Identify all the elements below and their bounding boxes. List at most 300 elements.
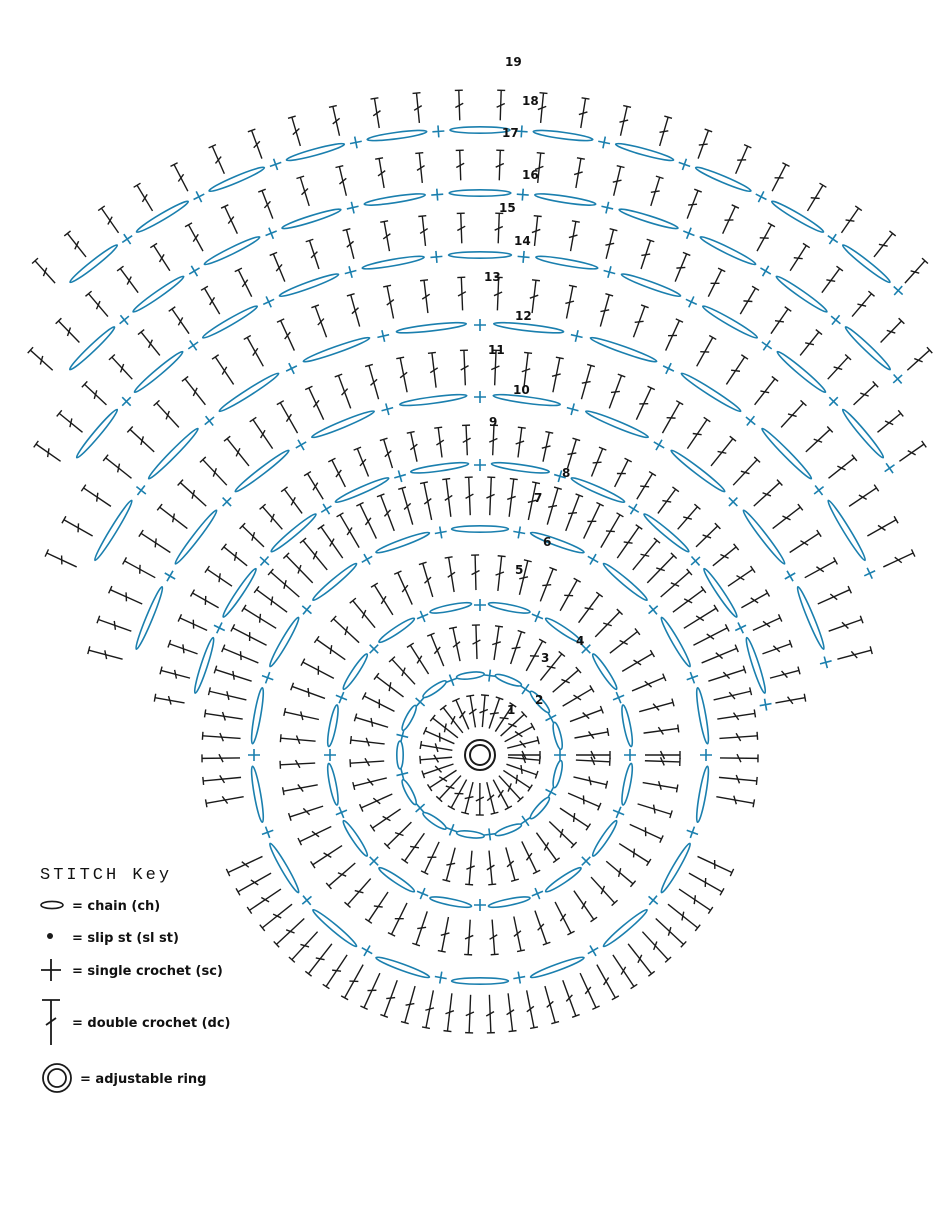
chain-stitch [699, 234, 757, 267]
chain-stitch [326, 763, 341, 806]
dc-slash [640, 486, 649, 487]
dc-top [284, 708, 286, 716]
dc-slash [641, 254, 650, 255]
dc-slash [465, 797, 474, 799]
chain-stitch [74, 407, 119, 459]
key-label-ring: = adjustable ring [80, 1072, 207, 1087]
sc-stitch [346, 200, 360, 214]
sc-stitch [685, 825, 700, 840]
dc-slash [332, 970, 341, 971]
chain-stitch [533, 128, 593, 142]
sc-stitch [162, 568, 178, 584]
dc-slash [313, 400, 319, 407]
round-label: 12 [515, 309, 532, 323]
dc-top [407, 643, 414, 647]
stitch-key-title: STITCH Key [40, 866, 173, 885]
dc-slash [860, 393, 868, 396]
dc-top [443, 1031, 451, 1032]
sc-stitch [530, 609, 546, 625]
dc-top [556, 357, 564, 359]
sc-stitch [343, 265, 358, 280]
dc-slash [566, 995, 572, 1002]
dc-slash [241, 651, 242, 660]
dc-slash [175, 670, 177, 679]
dc-top [413, 93, 421, 94]
dc-slash [516, 775, 517, 784]
dc-top [353, 782, 355, 790]
chain-stitch [201, 304, 259, 341]
dc-slash [716, 653, 723, 659]
dc-top [34, 441, 39, 448]
chain-stitch [826, 499, 868, 562]
dc-slash [703, 535, 711, 538]
dc-top [617, 166, 625, 168]
dc-top [623, 106, 631, 108]
chain-stitch [375, 530, 431, 555]
dc-top [785, 307, 792, 312]
chain-stitch [421, 679, 448, 700]
sc-stitch [119, 231, 136, 248]
dc-slash [215, 157, 221, 164]
dc-top [203, 777, 204, 785]
dc-top [855, 206, 862, 211]
chain-stitch [400, 704, 419, 732]
dc-top [449, 627, 457, 629]
dc-top [420, 482, 428, 484]
dc-slash [298, 565, 301, 573]
dc-top [498, 556, 506, 557]
chain-stitch [843, 325, 892, 372]
dc-slash [342, 389, 348, 396]
dc-slash [606, 531, 615, 532]
dc-top [491, 812, 499, 814]
dc-top [491, 954, 499, 955]
sc-stitch [645, 892, 662, 909]
dc-top [157, 504, 162, 510]
dc-slash [693, 434, 702, 435]
chain-stitch [92, 499, 134, 562]
chain-stitch [221, 567, 259, 619]
sc-stitch [757, 263, 773, 279]
sc-stitch [412, 800, 429, 817]
dc-slash [547, 666, 556, 668]
dc-top [442, 880, 450, 882]
dc-top [553, 858, 559, 863]
dc-top [537, 153, 545, 154]
chain-stitch [841, 243, 892, 285]
dc-top [81, 485, 85, 492]
dc-top [481, 695, 489, 696]
dc-slash [548, 506, 557, 508]
dc-top [343, 229, 351, 231]
chain-stitch [601, 561, 649, 602]
chain-stitch [589, 335, 657, 364]
dc-top [134, 183, 141, 187]
sc-stitch [517, 250, 530, 263]
sc-stitch [818, 655, 833, 670]
dc-slash [568, 513, 577, 514]
sc-stitch [256, 552, 273, 569]
dc-top [160, 667, 162, 675]
key-label-single: = single crochet (sc) [72, 964, 223, 979]
dc-top [401, 859, 408, 864]
sc-stitch [827, 311, 844, 328]
chain-stitch [429, 895, 472, 910]
dc-top [117, 266, 123, 271]
round-label: 14 [514, 234, 531, 248]
chain-stitch [551, 722, 564, 751]
sc-stitch [700, 749, 712, 761]
dc-top [350, 759, 351, 767]
dc-slash [406, 1004, 415, 1006]
dc-top [922, 441, 927, 448]
sc-stitch [681, 225, 697, 241]
key-label-double: = double crochet (dc) [72, 1016, 231, 1031]
round-label: 7 [534, 491, 543, 505]
dc-top [803, 243, 810, 247]
sc-stitch [298, 601, 315, 618]
dc-slash [417, 927, 426, 928]
sc-stitch [782, 568, 798, 584]
chain-stitch [410, 461, 469, 475]
sc-stitch [218, 493, 235, 510]
dc-slash [676, 267, 685, 268]
slip-stitch-icon [47, 933, 53, 939]
dc-top [606, 781, 608, 789]
dc-top [206, 799, 207, 807]
dc-slash [286, 930, 294, 933]
round-7b [226, 856, 733, 1033]
round-label: 5 [515, 563, 524, 577]
dc-top [751, 566, 756, 573]
sc-stitch [432, 125, 445, 138]
sc-stitch [415, 886, 431, 902]
dc-slash [763, 621, 770, 627]
dc-slash [149, 340, 153, 348]
dc-top [607, 728, 608, 736]
dc-top [461, 812, 469, 814]
chain-stitch [173, 508, 219, 565]
dc-slash [542, 585, 551, 586]
dc-slash [48, 448, 49, 457]
dc-slash [228, 217, 234, 224]
sc-stitch [600, 200, 614, 214]
dc-top [836, 266, 842, 271]
round-label: 10 [513, 383, 530, 397]
dc-top [304, 472, 311, 476]
chain-stitch [741, 508, 787, 565]
dc-slash [585, 608, 594, 610]
dc-top [798, 667, 800, 675]
chain-stitch [396, 321, 467, 335]
sc-stitch [185, 337, 202, 354]
chain-stitch [494, 672, 522, 688]
dc-top [208, 687, 210, 695]
dc-slash [338, 873, 346, 876]
dc-top [98, 206, 105, 211]
chain-stitch [311, 907, 359, 948]
chain-stitch [456, 830, 484, 840]
sc-stitch [625, 501, 642, 518]
round-8 [192, 459, 772, 712]
dc-top [741, 355, 748, 359]
dc-slash [395, 833, 403, 836]
dc-slash [521, 765, 522, 774]
chain-stitch [680, 371, 743, 414]
sc-stitch [742, 412, 759, 429]
chain-stitch [694, 165, 752, 194]
dc-slash [285, 332, 291, 339]
sc-stitch [862, 565, 878, 581]
chain-stitch [544, 865, 583, 894]
dc-slash [264, 201, 270, 208]
round-labels [484, 55, 584, 717]
dc-top [383, 285, 391, 287]
dc-slash [389, 682, 391, 691]
dc-slash [645, 681, 652, 687]
dc-top [532, 482, 540, 484]
dc-top [365, 919, 372, 923]
round-label: 11 [488, 343, 505, 357]
chain-stitch [488, 895, 531, 910]
sc-stitch [530, 886, 546, 902]
dc-top [577, 158, 585, 159]
dc-slash [846, 220, 855, 221]
dc-top [335, 166, 343, 168]
dc-slash [444, 724, 446, 733]
chain-stitch [364, 192, 426, 208]
sc-stitch [412, 693, 429, 710]
dc-slash [561, 679, 569, 682]
dc-slash [121, 364, 124, 372]
dc-slash [402, 668, 405, 676]
dc-slash [500, 718, 509, 719]
dc-slash [743, 301, 752, 302]
round-label: 9 [489, 415, 498, 429]
sc-stitch [483, 669, 496, 682]
dc-top [280, 734, 281, 742]
dc-slash [435, 766, 441, 772]
round-label: 18 [522, 94, 539, 108]
sc-stitch [825, 393, 842, 410]
chain-stitch [590, 652, 619, 691]
sc-stitch [474, 899, 486, 911]
sc-stitch [334, 805, 350, 821]
sc-stitch [725, 493, 742, 510]
sc-stitch [434, 971, 448, 985]
sc-stitch [758, 337, 775, 354]
dc-slash [682, 912, 684, 921]
chain-stitch [278, 271, 339, 299]
sc-stitch [434, 525, 448, 539]
sc-stitch [318, 501, 335, 518]
dc-top [314, 636, 319, 643]
sc-stitch [759, 698, 773, 712]
dc-slash [605, 243, 614, 245]
sc-stitch [565, 402, 580, 417]
sc-stitch [298, 892, 315, 909]
chain-stitch [68, 325, 117, 372]
dc-top [445, 557, 453, 558]
dc-top [817, 530, 821, 537]
double-crochet-icon [42, 1000, 60, 1045]
sc-stitch [248, 749, 260, 761]
dc-slash [512, 647, 521, 648]
dc-slash [641, 554, 650, 556]
dc-top [540, 93, 548, 94]
dc-slash [699, 144, 708, 145]
chain-stitch [146, 426, 200, 481]
dc-slash [830, 594, 837, 600]
dc-slash [634, 849, 635, 858]
round-10 [133, 391, 833, 670]
dc-slash [671, 583, 679, 586]
sc-stitch [359, 943, 375, 959]
dc-top [418, 216, 426, 217]
sc-stitch [376, 329, 390, 343]
chain-stitch [701, 567, 739, 619]
sc-stitch [380, 402, 395, 417]
dc-top [636, 525, 643, 530]
sc-stitch [260, 825, 275, 840]
dc-slash [67, 328, 70, 336]
round-1 [420, 695, 540, 815]
round-12 [92, 319, 877, 581]
round-5 [280, 555, 680, 955]
dc-slash [895, 557, 902, 563]
key-item-single [41, 959, 223, 981]
dc-top [337, 513, 344, 517]
dc-slash [373, 798, 380, 804]
dc-slash [694, 895, 695, 904]
adjustable-ring-icon [43, 1064, 71, 1092]
dc-slash [155, 538, 156, 547]
dc-slash [219, 573, 220, 582]
dc-top [420, 280, 428, 281]
dc-top [708, 907, 712, 914]
chain-stitch [375, 955, 431, 980]
dc-top [701, 586, 706, 592]
dc-slash [271, 596, 273, 605]
chain-stitch [590, 819, 619, 858]
dc-top [247, 907, 251, 914]
round-3 [350, 625, 610, 885]
dc-top [528, 785, 532, 792]
sc-stitch [881, 460, 898, 477]
round-17 [28, 150, 933, 370]
chain-stitch [421, 810, 448, 831]
dc-slash [538, 924, 544, 930]
dc-slash [316, 958, 325, 960]
dc-top [530, 1027, 538, 1029]
chain-stitch [192, 637, 216, 694]
dc-top [647, 859, 651, 866]
dc-top [428, 352, 436, 353]
chain-stitch [397, 741, 403, 769]
chain-stitch [400, 778, 419, 806]
sc-stitch [444, 672, 459, 687]
sc-stitch [890, 282, 907, 299]
chain-stitch [701, 304, 759, 341]
sc-stitch [260, 670, 275, 685]
sc-stitch [685, 670, 700, 685]
sc-stitch [415, 609, 431, 625]
chain-stitch [615, 141, 675, 163]
dc-top [610, 229, 618, 231]
chain-stitch [694, 687, 710, 744]
chain-stitch [281, 207, 342, 232]
dc-top [591, 917, 598, 922]
dc-slash [43, 268, 46, 276]
dc-slash [574, 813, 575, 822]
dc-top [517, 950, 525, 952]
round-label: 6 [543, 535, 552, 549]
round-14 [74, 250, 898, 476]
chain-stitch [795, 586, 827, 651]
dc-top [371, 583, 378, 587]
chain-stitch [341, 819, 370, 858]
dc-slash [842, 622, 848, 628]
dc-slash [879, 244, 888, 246]
sc-stitch [687, 552, 704, 569]
dc-slash [183, 644, 184, 653]
dc-slash [611, 391, 620, 392]
dc-top [422, 1027, 430, 1029]
dc-slash [654, 805, 655, 814]
dc-top [212, 355, 219, 359]
sc-stitch [186, 263, 202, 279]
chain-stitch [267, 842, 301, 894]
adjustable-ring-center [465, 740, 495, 770]
chain-stitch [362, 254, 425, 271]
dc-slash [805, 343, 814, 345]
stitch-key [40, 866, 230, 1092]
dc-slash [508, 783, 511, 791]
sc-stitch [474, 599, 486, 611]
chain-stitch [775, 274, 829, 315]
dc-top [510, 479, 518, 480]
dc-top [428, 784, 432, 791]
sc-stitch [191, 189, 207, 205]
dc-top [375, 158, 383, 159]
key-item-double [42, 1000, 230, 1045]
dc-top [329, 106, 337, 108]
dc-top [488, 884, 496, 885]
chain-stitch [669, 448, 726, 494]
chain-stitch [267, 616, 301, 668]
dc-top [283, 787, 284, 795]
dc-slash [254, 141, 260, 148]
sc-stitch [444, 822, 459, 837]
dc-top [753, 799, 754, 807]
sc-stitch [334, 690, 350, 706]
dc-slash [384, 510, 390, 517]
dc-top [596, 592, 602, 597]
chain-stitch [452, 978, 509, 984]
dc-top [754, 709, 755, 717]
chain-stitch [377, 865, 416, 894]
dc-top [380, 221, 388, 222]
sc-stitch [570, 329, 584, 343]
dc-slash [651, 191, 660, 192]
dc-slash [914, 359, 922, 362]
dc-slash [688, 204, 697, 205]
dc-top [250, 417, 257, 421]
chain-icon [41, 901, 63, 908]
dc-slash [410, 846, 419, 847]
dc-slash [114, 621, 115, 630]
chain-stitch [249, 766, 265, 823]
